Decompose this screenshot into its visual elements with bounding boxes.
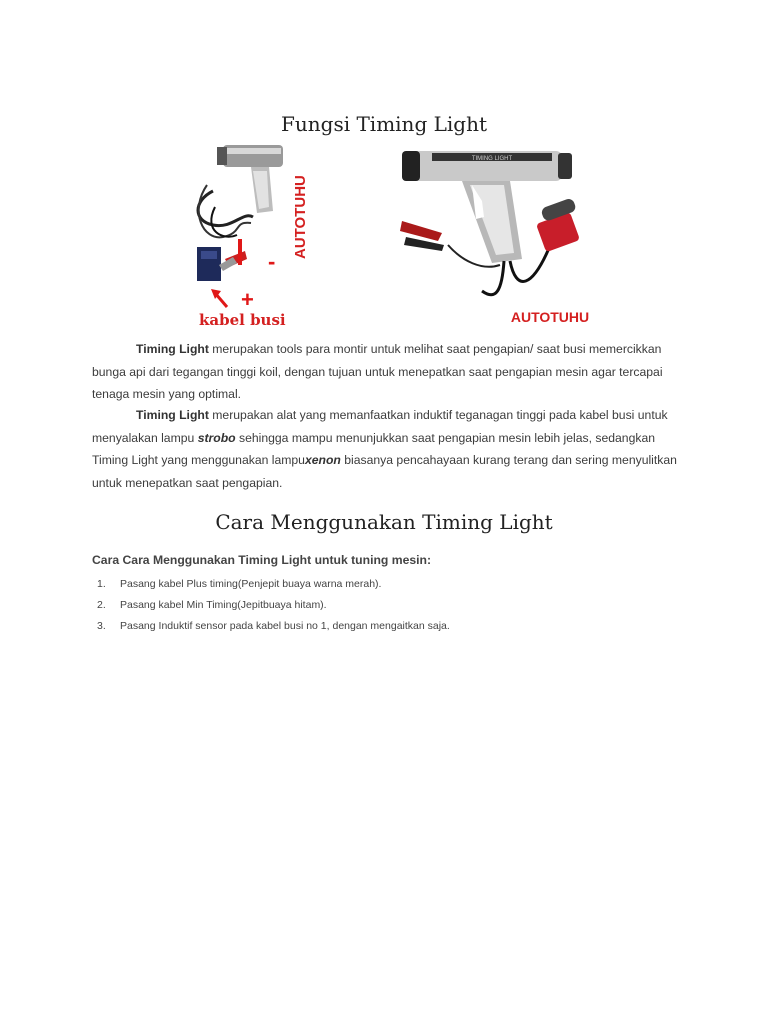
- section-title: Cara Menggunakan Timing Light: [215, 510, 553, 534]
- paragraph-intro-text: merupakan tools para montir untuk melihat saat pengapian/ saat busi memercikkan bunga api dari tegangan tinggi koil, dengan tujuan untuk menepatkan saat pengapian mesin agar tercapai tenaga mesin yang optimal.: [92, 342, 663, 401]
- brand-label-left: AUTOTUHU: [292, 175, 309, 259]
- caption-kabel-busi: kabel busi: [199, 311, 286, 329]
- paragraph-function: [92, 404, 692, 494]
- steps-heading: Cara Cara Menggunakan Timing Light untuk tuning mesin:: [92, 553, 432, 567]
- minus-sign: -: [268, 249, 276, 274]
- gun-model-label: TIMING LIGHT: [471, 156, 513, 162]
- timing-light-photo-left: [193, 141, 311, 329]
- term-timing-light: Timing Light: [136, 342, 209, 356]
- paragraph-function-text: sehingga mampu menunjukkan saat pengapian mesin lebih jelas, sedangkan Timing Light yang menggunakan lampu: [92, 430, 656, 467]
- term-timing-light: Timing Light: [136, 408, 209, 422]
- paragraph-intro: [92, 338, 692, 406]
- steps-list: [92, 575, 450, 638]
- list-item: 3. Pasang Induktif sensor pada kabel busi no 1, dengan mengaitkan saja.: [97, 620, 450, 632]
- list-item: 2. Pasang kabel Min Timing(Jepitbuaya hitam).: [97, 599, 327, 611]
- timing-light-photo-right: [392, 141, 600, 329]
- paragraph-function-text: merupakan alat yang memanfaatkan induktif teganagan tinggi pada kabel busi untuk menyalakan lampu: [92, 408, 668, 445]
- term-xenon: xenon: [304, 453, 341, 467]
- term-strobo: strobo: [197, 430, 236, 445]
- list-item: 1. Pasang kabel Plus timing(Penjepit buaya warna merah).: [97, 578, 382, 590]
- paragraph-function-text: biasanya pencahayaan kurang terang dan sering menyulitkan untuk menepatkan saat pengapian.: [92, 453, 677, 490]
- page-title: Fungsi Timing Light: [281, 112, 487, 136]
- brand-label-right: AUTOTUHU: [510, 309, 590, 325]
- plus-sign: +: [241, 287, 254, 312]
